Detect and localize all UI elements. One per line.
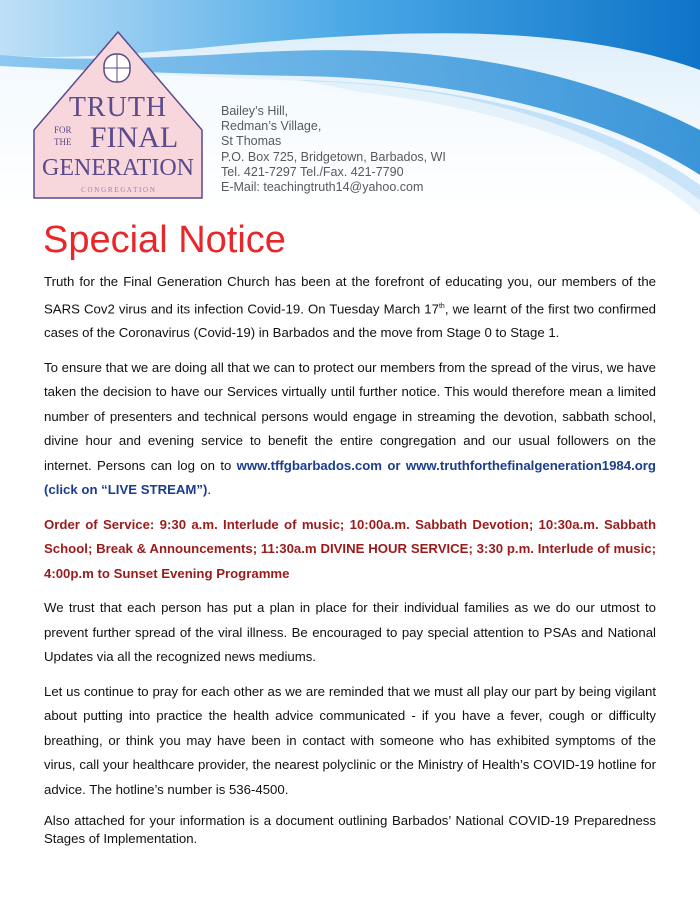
page-title: Special Notice — [43, 219, 286, 261]
website-link-2[interactable]: www.truthforthefinalgeneration1984.org (click on “LIVE STREAM”) — [44, 457, 656, 498]
logo-generation: GENERATION — [42, 155, 194, 181]
attachment-paragraph: Also attached for your information is a document outlining Barbados’ National COVID-19 Preparedness Stages of Implementation. — [44, 813, 656, 847]
address-line: Redman’s Village, — [221, 119, 322, 134]
services-text: To ensure that we are doing all that we can to protect our members from the spread of the virus, we have taken the decision to have our Services virtually until further notice. This would therefore mean a limited number of presenters and technical persons would engage in streaming the devotion, sabbath school, divine hour and evening service to benefit the entire congregation and our usual followers on the internet. Persons can log on to — [44, 359, 656, 473]
website-link-1[interactable]: www.tffgbarbados.com — [236, 457, 382, 473]
logo-for: FOR — [54, 125, 72, 135]
logo-congregation: C O N G R E G A T I O N — [81, 186, 155, 194]
services-paragraph — [44, 356, 656, 503]
logo-final: FINAL — [89, 121, 179, 154]
order-of-service: Order of Service: 9:30 a.m. Interlude of music; 10:00a.m. Sabbath Devotion; 10:30a.m. Sabbath School; Break & Announcements; 11:30a.m DIVINE HOUR SERVICE; 3:30 p.m. Interlude of music; 4:00p.m to Sunset Evening Programme — [44, 516, 656, 581]
or-text: or — [382, 457, 406, 473]
period: . — [207, 482, 212, 498]
intro-text: Truth for the Final Generation Church has been at the forefront of educating you, our members of the SARS Cov2 virus and its infection Covid-19. On Tuesday March 17 — [44, 274, 656, 316]
address-block — [221, 104, 446, 195]
plan-paragraph: We trust that each person has put a plan in place for their individual families as we do our utmost to prevent further spread of the viral illness. Be encouraged to pay special attention to PSAs and National Updates via all the recognized news mediums. — [44, 600, 656, 665]
address-line: P.O. Box 725, Bridgetown, Barbados, WI — [221, 149, 446, 164]
intro-paragraph — [44, 270, 656, 346]
logo-the: THE — [54, 137, 72, 147]
church-logo — [30, 30, 205, 200]
intro-text-cont: , we learnt of the first two confirmed cases of the Coronavirus (Covid-19) in Barbados and the move from Stage 0 to Stage 1. — [44, 300, 656, 341]
phone-line: Tel. 421-7297 Tel./Fax. 421-7790 — [221, 164, 404, 179]
prayer-paragraph: Let us continue to pray for each other as we are reminded that we must all play our part by being vigilant about putting into practice the health advice communicated - if you have a fever, cough or difficulty breathing, or think you may have been in contact with someone who has exhibited symptoms of the virus, call your healthcare provider, the nearest polyclinic or the Ministry of Health’s COVID-19 hotline for advice. The hotline’s number is 536-4500. — [44, 683, 656, 797]
address-line: Bailey’s Hill, — [221, 104, 289, 118]
email-line[interactable]: E-Mail: teachingtruth14@yahoo.com — [221, 180, 424, 195]
address-line: St Thomas — [221, 134, 282, 149]
notice-body — [44, 270, 656, 858]
ordinal-suffix: th — [438, 302, 445, 310]
logo-truth: TRUTH — [68, 92, 168, 123]
